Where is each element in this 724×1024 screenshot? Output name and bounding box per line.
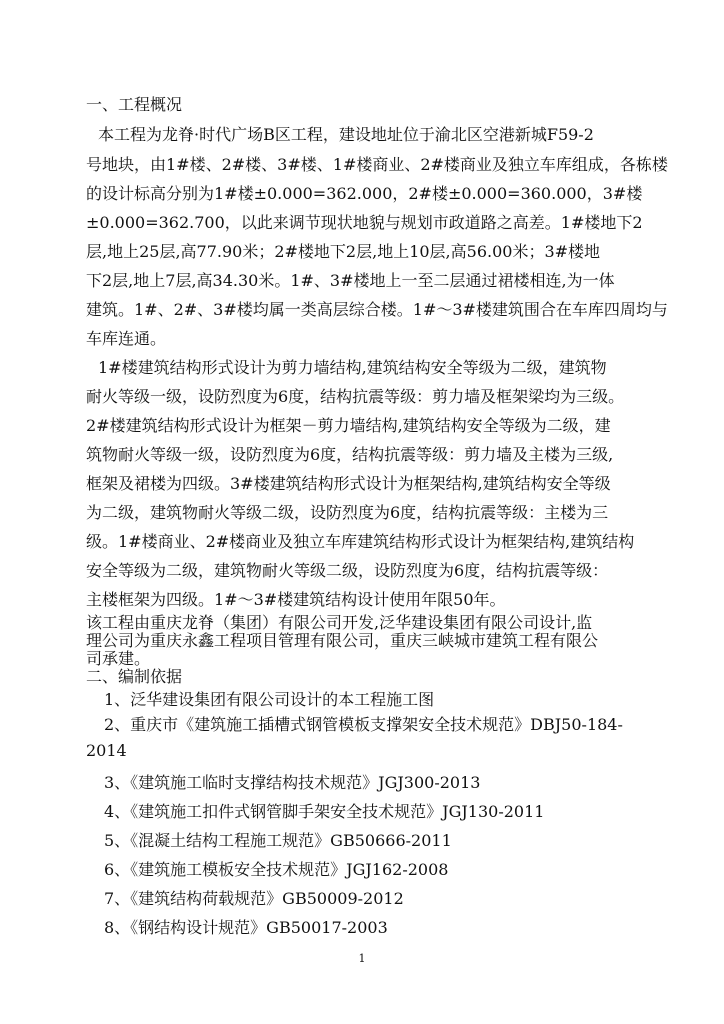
reference-item-3: 3、《建筑施工临时支撑结构技术规范》JGJ300-2013	[104, 773, 481, 792]
para1-line-1: 本工程为龙脊·时代广场B区工程，建设地址位于渝北区空港新城F59-2	[98, 125, 594, 144]
para1-line-8: 车库连通。	[86, 329, 167, 348]
para1-line-2: 号地块，由1#楼、2#楼、3#楼、1#楼商业、2#楼商业及独立车库组成，各栋楼	[86, 155, 668, 174]
para3-line-3: 司承建。	[86, 649, 151, 668]
reference-item-7: 7、《建筑结构荷载规范》GB50009-2012	[104, 889, 404, 908]
para1-line-4: ±0.000=362.700，以此来调节现状地貌与规划市政道路之高差。1#楼地下2	[86, 213, 643, 232]
reference-item-6: 6、《建筑施工模板安全技术规范》JGJ162-2008	[104, 860, 449, 879]
para2-line-7: 级。1#楼商业、2#楼商业及独立车库建筑结构形式设计为框架结构,建筑结构	[86, 532, 635, 551]
reference-item-1: 1、泛华建设集团有限公司设计的本工程施工图	[104, 690, 435, 709]
para2-line-1: 1#楼建筑结构形式设计为剪力墙结构,建筑结构安全等级为二级，建筑物	[98, 358, 607, 377]
para2-line-2: 耐火等级一级，设防烈度为6度，结构抗震等级：剪力墙及框架梁均为三级。	[86, 387, 625, 406]
reference-item-4: 4、《建筑施工扣件式钢管脚手架安全技术规范》JGJ130-2011	[104, 802, 545, 821]
para3-line-1: 该工程由重庆龙脊（集团）有限公司开发,泛华建设集团有限公司设计,监	[86, 613, 593, 632]
page-number: 1	[358, 952, 366, 965]
section-2-heading: 二、编制依据	[86, 667, 183, 686]
reference-item-2-cont: 2014	[86, 741, 127, 760]
para1-line-6: 下2层,地上7层,高34.30米。1#、3#楼地上一至二层通过裙楼相连,为一体	[86, 271, 615, 290]
para2-line-5: 框架及裙楼为四级。3#楼建筑结构形式设计为框架结构,建筑结构安全等级	[86, 474, 611, 493]
para2-line-9: 主楼框架为四级。1#～3#楼建筑结构设计使用年限50年。	[86, 590, 506, 609]
section-1-heading: 一、工程概况	[86, 95, 183, 114]
reference-item-5: 5、《混凝土结构工程施工规范》GB50666-2011	[104, 831, 452, 850]
para2-line-8: 安全等级为二级，建筑物耐火等级二级，设防烈度为6度，结构抗震等级：	[86, 561, 609, 580]
para2-line-3: 2#楼建筑结构形式设计为框架－剪力墙结构,建筑结构安全等级为二级，建	[86, 416, 611, 435]
reference-item-8: 8、《钢结构设计规范》GB50017-2003	[104, 918, 388, 937]
para2-line-4: 筑物耐火等级一级，设防烈度为6度，结构抗震等级：剪力墙及主楼为三级,	[86, 445, 614, 464]
para2-line-6: 为二级，建筑物耐火等级二级，设防烈度为6度，结构抗震等级：主楼为三	[86, 503, 609, 522]
reference-item-2: 2、重庆市《建筑施工插槽式钢管模板支撑架安全技术规范》DBJ50-184-	[104, 715, 623, 734]
para1-line-7: 建筑。1#、2#、3#楼均属一类高层综合楼。1#～3#楼建筑围合在车库四周均与	[86, 300, 668, 319]
para1-line-5: 层,地上25层,高77.90米；2#楼地下2层,地上10层,高56.00米；3#楼地	[86, 242, 601, 261]
para3-line-2: 理公司为重庆永鑫工程项目管理有限公司，重庆三峡城市建筑工程有限公	[86, 631, 599, 650]
para1-line-3: 的设计标高分别为1#楼±0.000=362.000，2#楼±0.000=360.000，3#楼	[86, 184, 643, 203]
